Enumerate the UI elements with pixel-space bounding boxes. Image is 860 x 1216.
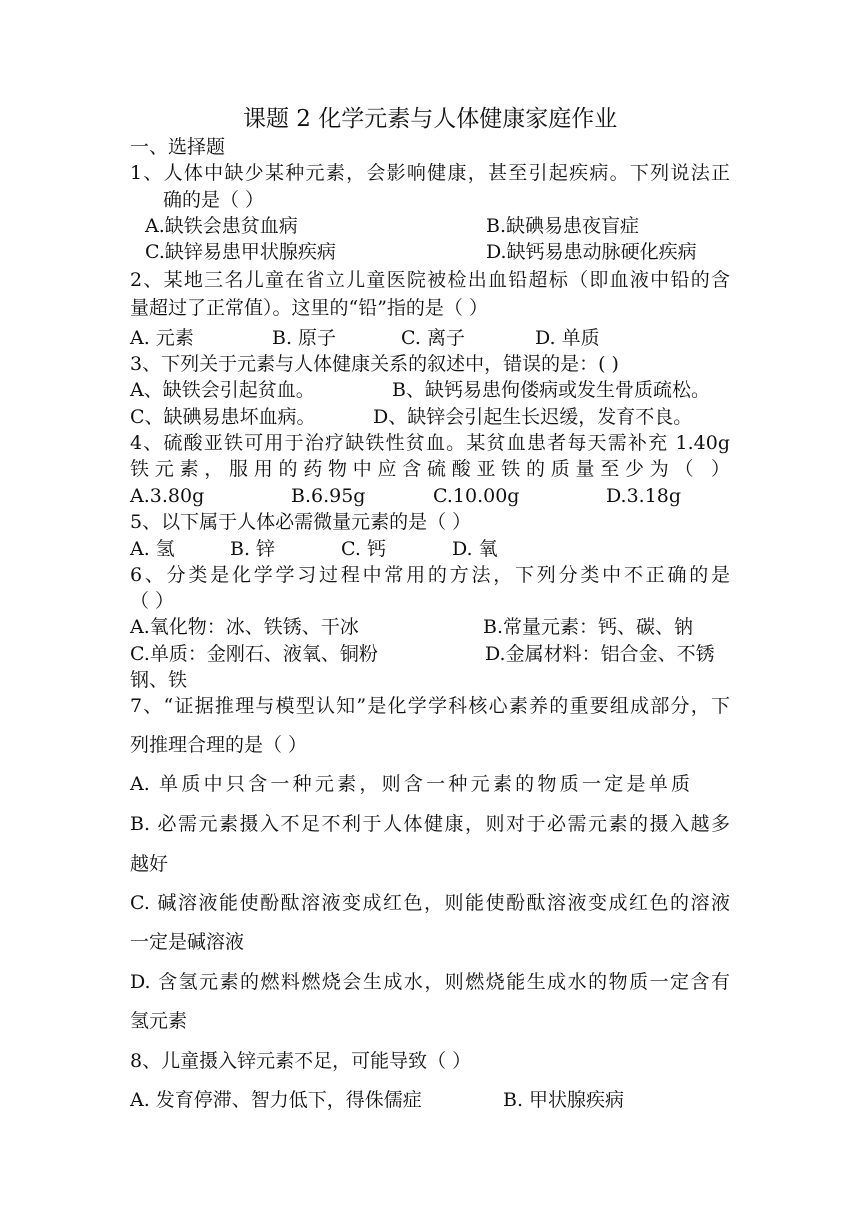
option-c: C、缺碘易患坏血病。 [130, 406, 316, 428]
option-b: B.6.95g [291, 485, 366, 507]
option-a: A. 元素 [130, 327, 194, 349]
question-7-text: 7、“证据推理与模型认知”是化学学科核心素养的重要组成部分，下 [130, 695, 730, 717]
option-d: D.金属材料：铝合金、不锈 [485, 643, 715, 665]
option-b: B. 锌 [230, 538, 276, 560]
option-b: B. 甲状腺疾病 [503, 1089, 625, 1111]
option-c: C. 离子 [401, 327, 465, 349]
option-d: D.3.18g [606, 485, 682, 507]
option-c: C.单质：金刚石、液氧、铜粉 [130, 643, 378, 665]
option-b: B. 必需元素摄入不足不利于人体健康，则对于必需元素的摄入越多 [130, 813, 730, 835]
question-4-text-cont: 铁元素，服用的药物中应含硫酸亚铁的质量至少为（ ） [130, 458, 730, 480]
option-a: A.缺铁会患贫血病 [145, 215, 298, 237]
section-heading: 一、选择题 [130, 136, 226, 158]
question-7-text-cont: 列推理合理的是（ ） [130, 734, 308, 756]
option-c-cont: 一定是碱溶液 [130, 931, 245, 953]
option-a: A. 单质中只含一种元素，则含一种元素的物质一定是单质 [130, 773, 690, 795]
page-title: 课题 2 化学元素与人体健康家庭作业 [243, 106, 618, 132]
option-c: C.缺锌易患甲状腺疾病 [145, 241, 336, 263]
option-d: D、缺锌会引起生长迟缓，发育不良。 [373, 406, 693, 428]
question-3-text: 3、下列关于元素与人体健康关系的叙述中，错误的是：( ) [130, 353, 619, 375]
option-c: C.10.00g [433, 485, 520, 507]
option-a: A、缺铁会引起贫血。 [130, 379, 315, 401]
question-5-text: 5、以下属于人体必需微量元素的是（ ） [130, 511, 472, 533]
option-b-cont: 越好 [130, 853, 169, 875]
option-a: A. 氢 [130, 538, 175, 560]
option-b: B.缺碘易患夜盲症 [486, 215, 640, 237]
option-d-cont: 氢元素 [130, 1010, 188, 1032]
option-b: B.常量元素：钙、碳、钠 [483, 616, 694, 638]
question-2-text: 2、某地三名儿童在省立儿童医院被检出血铅超标（即血液中铅的含 [130, 269, 730, 291]
option-b: B. 原子 [272, 327, 337, 349]
option-d: D. 单质 [535, 327, 600, 349]
option-a: A.氧化物：冰、铁锈、干冰 [130, 616, 359, 638]
option-d: D. 氧 [452, 538, 498, 560]
question-6-text-cont: （ ） [130, 590, 175, 612]
question-8-text: 8、儿童摄入锌元素不足，可能导致（ ） [130, 1050, 472, 1072]
question-4-text: 4、硫酸亚铁可用于治疗缺铁性贫血。某贫血患者每天需补充 1.40g [130, 432, 730, 454]
option-d: D. 含氢元素的燃料燃烧会生成水，则燃烧能生成水的物质一定含有 [130, 971, 730, 993]
question-1-text: 1、人体中缺少某种元素，会影响健康，甚至引起疾病。下列说法正 [130, 162, 730, 184]
option-a: A. 发育停滞、智力低下，得侏儒症 [130, 1089, 422, 1111]
option-b: B、缺钙易患佝偻病或发生骨质疏松。 [392, 379, 710, 401]
option-d: D.缺钙易患动脉硬化疾病 [486, 241, 697, 263]
question-1-text-cont: 确的是（ ） [163, 189, 265, 211]
question-6-text: 6、分类是化学学习过程中常用的方法，下列分类中不正确的是 [130, 564, 730, 586]
option-c: C. 钙 [341, 538, 386, 560]
option-c: C. 碱溶液能使酚酞溶液变成红色，则能使酚酞溶液变成红色的溶液 [130, 892, 730, 914]
option-a: A.3.80g [130, 485, 205, 507]
question-2-text-cont: 量超过了正常值）。这里的“铅”指的是（ ） [130, 297, 488, 319]
option-d-cont: 钢、铁 [130, 669, 188, 691]
